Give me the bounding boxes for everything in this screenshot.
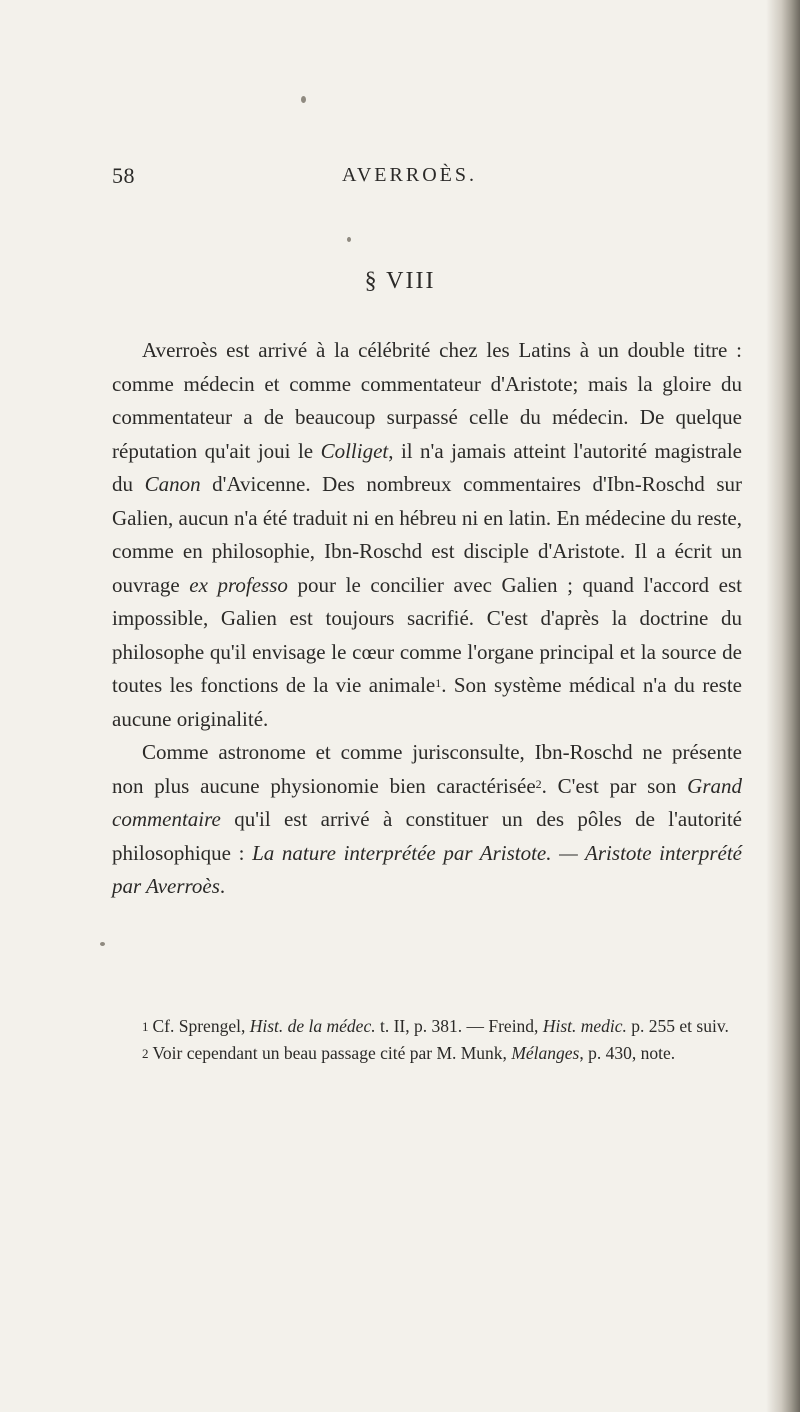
- running-title: AVERROÈS.: [342, 164, 477, 186]
- footnote-ref: 2: [535, 776, 542, 791]
- ink-speck: [347, 237, 351, 242]
- footnote: $^2$ Voir cependant un beau passage cité par M. Munk, Mélanges, p. 430, note.: [142, 1043, 676, 1063]
- page-edge-shadow: [766, 0, 800, 1412]
- section-heading: § VIII: [364, 268, 436, 294]
- footnote: $^1$ Cf. Sprengel, Hist. de la médec. t. II, p. 381. — Freind, Hist. medic. p. 255 et suiv.: [142, 1016, 729, 1036]
- paragraph: Comme astronome et comme jurisconsulte, Ibn-Roschd ne présente non plus aucune physionomie bien caractérisée$^2$. C'est par son Grand commentaire qu'il est arrivé à constituer un des pôles de l'autorité philosophique : La nature interprétée par Aristote. — Aristote interprété par Averroès.: [112, 740, 742, 898]
- ink-speck: [301, 96, 306, 103]
- footnotes: [112, 1013, 742, 1067]
- page-header: [112, 163, 752, 195]
- footnote-ref: 1: [435, 676, 442, 690]
- paragraph: Averroès est arrivé à la célébrité chez les Latins à un double titre : comme médecin et comme commentateur d'Aristote; mais la gloire du commentateur a de beaucoup surpassé celle du médecin. De quelque réputation qu'ait joui le Colliget, il n'a jamais atteint l'autorité magistrale du Canon d'Avicenne. Des nombreux commentaires d'Ibn-Roschd sur Galien, aucun n'a été traduit ni en hébreu ni en latin. En médecine du reste, comme en philosophie, Ibn-Roschd est disciple d'Aristote. Il a écrit un ouvrage ex professo pour le concilier avec Galien ; quand l'accord est impossible, Galien est toujours sacrifié. C'est d'après la doctrine du philosophe qu'il envisage le cœur comme l'organe principal et la source de toutes les fonctions de la vie animale$^1$. Son système médical n'a du reste aucune originalité.: [112, 338, 743, 731]
- page-number: 58: [112, 163, 135, 188]
- ink-speck: [100, 942, 105, 946]
- body-text: [112, 334, 742, 904]
